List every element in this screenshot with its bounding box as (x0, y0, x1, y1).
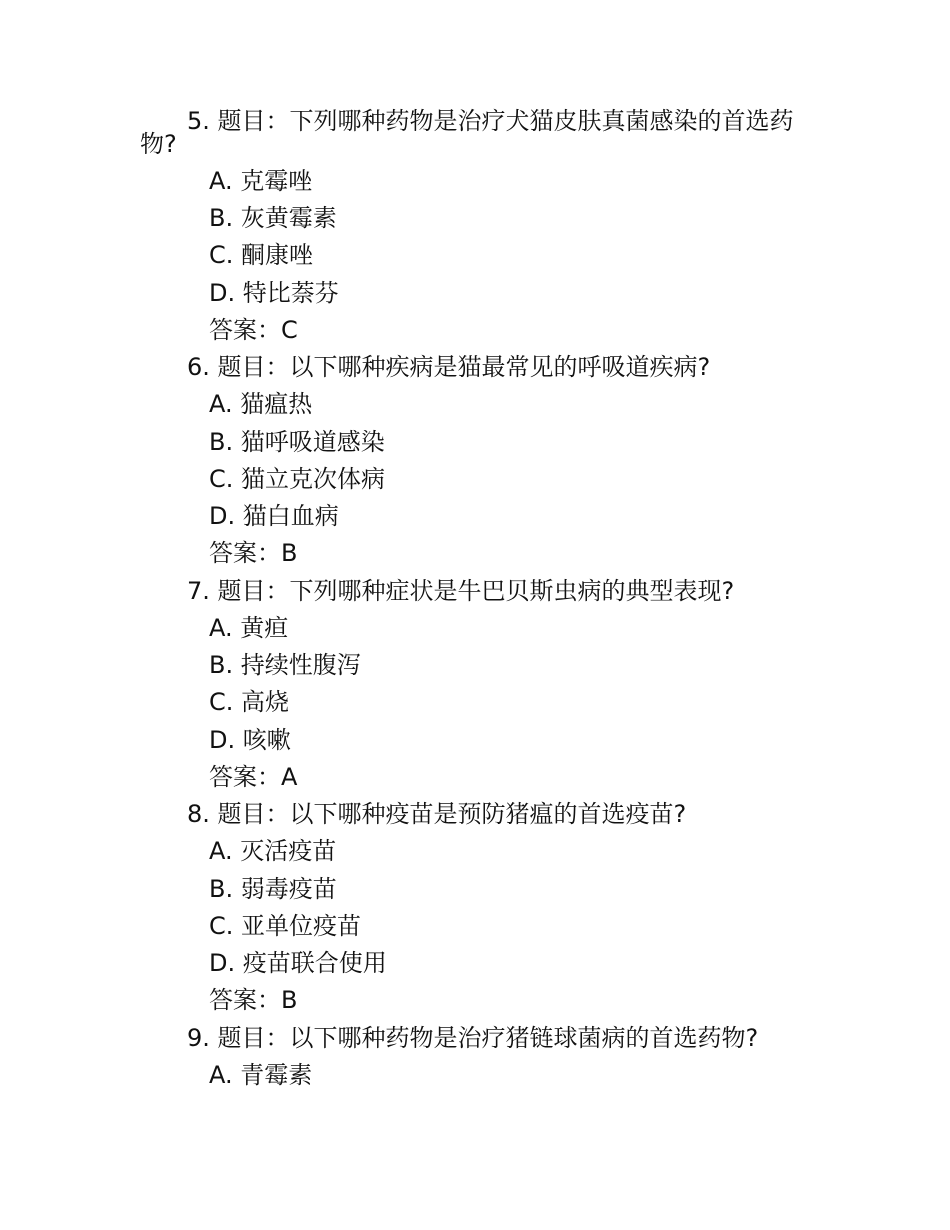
option: B. 猫呼吸道感染 (209, 428, 385, 456)
option: C. 酮康唑 (209, 241, 314, 269)
option: D. 猫白血病 (209, 502, 339, 530)
question-stem: 5. 题目：下列哪种药物是治疗犬猫皮肤真菌感染的首选药 (187, 107, 794, 135)
option: B. 灰黄霉素 (209, 204, 337, 232)
option: A. 克霉唑 (209, 167, 313, 195)
option: D. 咳嗽 (209, 726, 291, 754)
answer: 答案：C (209, 316, 298, 344)
answer: 答案：A (209, 763, 298, 791)
answer: 答案：B (209, 539, 298, 567)
question-stem: 6. 题目：以下哪种疾病是猫最常见的呼吸道疾病? (187, 353, 711, 381)
option: A. 青霉素 (209, 1061, 313, 1089)
question-stem-continuation: 物? (140, 130, 177, 158)
option: D. 疫苗联合使用 (209, 949, 387, 977)
option: B. 弱毒疫苗 (209, 875, 337, 903)
option: A. 灭活疫苗 (209, 837, 337, 865)
option: D. 特比萘芬 (209, 279, 339, 307)
option: A. 黄疸 (209, 614, 289, 642)
option: C. 亚单位疫苗 (209, 912, 362, 940)
option: B. 持续性腹泻 (209, 651, 361, 679)
option: C. 高烧 (209, 688, 290, 716)
question-stem: 7. 题目：下列哪种症状是牛巴贝斯虫病的典型表现? (187, 577, 735, 605)
question-stem: 8. 题目：以下哪种疫苗是预防猪瘟的首选疫苗? (187, 800, 687, 828)
option: A. 猫瘟热 (209, 390, 313, 418)
option: C. 猫立克次体病 (209, 465, 386, 493)
question-stem: 9. 题目：以下哪种药物是治疗猪链球菌病的首选药物? (187, 1024, 759, 1052)
answer: 答案：B (209, 986, 298, 1014)
